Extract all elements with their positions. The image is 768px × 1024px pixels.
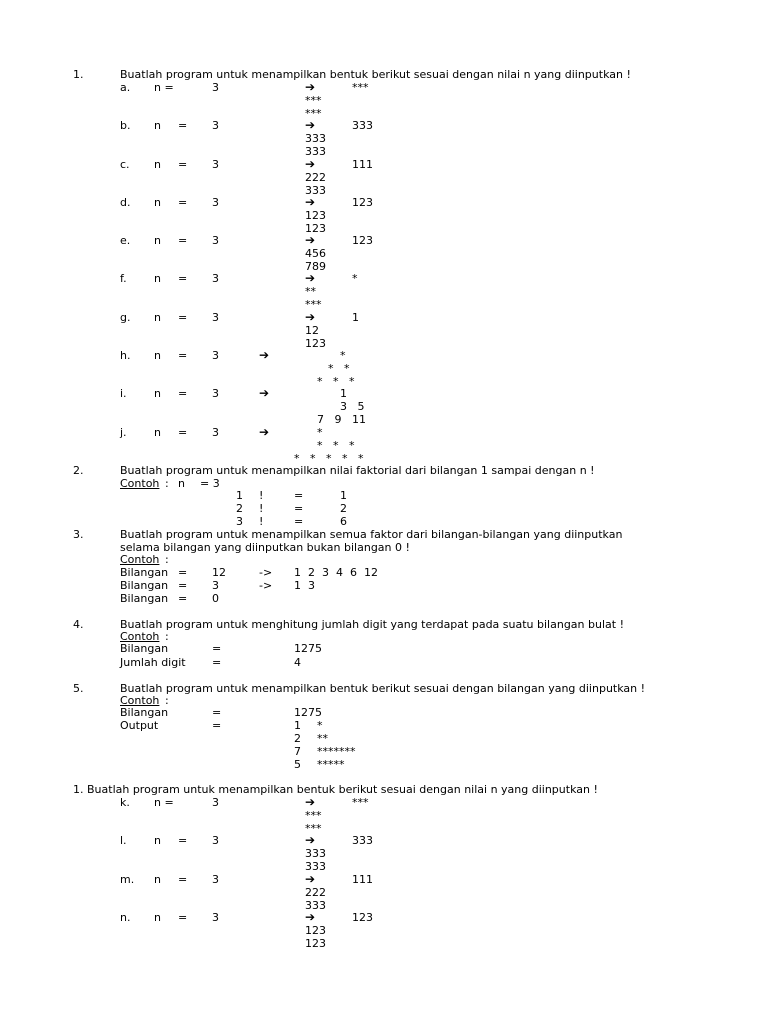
row-stars: * <box>317 719 323 732</box>
q2-number: 2. <box>73 464 84 477</box>
row-digit: 7 <box>294 745 301 758</box>
q2-text: Buatlah program untuk menampilkan nilai faktorial dari bilangan 1 sampai dengan n ! <box>120 464 595 477</box>
item-equals: = <box>178 387 188 400</box>
item-n-value: 3 <box>212 834 219 847</box>
item-letter: b. <box>120 119 131 132</box>
arrow-icon: ➔ <box>305 795 316 809</box>
item-equals: = <box>178 834 188 847</box>
q2-n-value: = 3 <box>200 477 220 490</box>
row-stars: ***** <box>317 758 345 771</box>
item-n-label: n <box>154 158 161 171</box>
row-equals: = <box>178 579 188 592</box>
row-equals: = <box>178 566 188 579</box>
item-letter: h. <box>120 349 131 362</box>
item-n-label: n = <box>154 81 174 94</box>
output-line-3: * * * * * <box>294 452 364 465</box>
output-line-2: 333 <box>305 132 326 145</box>
row-stars: ******* <box>317 745 356 758</box>
item-n-label: n <box>154 426 161 439</box>
item-n-value: 3 <box>212 234 219 247</box>
q5-number: 5. <box>73 682 84 695</box>
item-letter: g. <box>120 311 131 324</box>
output-line-2: * * <box>328 362 350 375</box>
output-line-1: 1 <box>340 387 347 400</box>
arrow-icon: ➔ <box>305 233 316 247</box>
row-label: Bilangan <box>120 642 169 655</box>
q2-n-label: n <box>178 477 185 490</box>
item-letter: k. <box>120 796 130 809</box>
output-line-2: ** <box>305 285 316 298</box>
row-digit: 1 <box>294 719 301 732</box>
row-digit: 5 <box>294 758 301 771</box>
item-equals: = <box>178 158 188 171</box>
item-n-value: 3 <box>212 119 219 132</box>
row-factorial: ! <box>259 489 264 502</box>
q2-contoh-colon: : <box>165 477 169 490</box>
item-letter: j. <box>120 426 127 439</box>
item-n-label: n <box>154 311 161 324</box>
item-equals: = <box>178 311 188 324</box>
output-line-3: 123 <box>305 222 326 235</box>
row-value: 12 <box>212 566 226 579</box>
row-value: 0 <box>212 592 219 605</box>
row-result: 2 <box>340 502 347 515</box>
row-label: Jumlah digit <box>120 656 186 669</box>
output-line-3: 123 <box>305 337 326 350</box>
q5-bilangan-value: 1275 <box>294 706 322 719</box>
item-equals: = <box>178 234 188 247</box>
output-line-3: 789 <box>305 260 326 273</box>
q4-contoh-colon: : <box>165 630 169 643</box>
row-number: 1 <box>236 489 243 502</box>
output-line-1: 111 <box>352 873 373 886</box>
item-n-value: 3 <box>212 311 219 324</box>
output-line-1: 123 <box>352 196 373 209</box>
row-arrow: -> <box>259 579 273 592</box>
row-result: 6 <box>340 515 347 528</box>
q5-output-label: Output <box>120 719 159 732</box>
item-equals: = <box>178 873 188 886</box>
row-value: 4 <box>294 656 301 669</box>
output-line-3: 123 <box>305 937 326 950</box>
row-value: 3 <box>212 579 219 592</box>
row-number: 2 <box>236 502 243 515</box>
item-equals: = <box>178 196 188 209</box>
item-equals: = <box>178 349 188 362</box>
output-line-2: 222 <box>305 171 326 184</box>
q1-text: Buatlah program untuk menampilkan bentuk berikut sesuai dengan nilai n yang diinputkan ! <box>120 68 631 81</box>
item-n-label: n <box>154 196 161 209</box>
q5-contoh-colon: : <box>165 694 169 707</box>
item-n-label: n <box>154 234 161 247</box>
q5-contoh-label: Contoh <box>120 694 160 707</box>
row-equals: = <box>212 656 222 669</box>
row-equals: = <box>178 592 188 605</box>
output-line-3: 333 <box>305 145 326 158</box>
item-equals: = <box>178 272 188 285</box>
output-line-1: * <box>352 272 358 285</box>
row-number: 3 <box>236 515 243 528</box>
item-n-value: 3 <box>212 272 219 285</box>
arrow-icon: ➔ <box>305 271 316 285</box>
item-n-label: n = <box>154 796 174 809</box>
output-line-2: 222 <box>305 886 326 899</box>
output-line-1: * <box>340 349 346 362</box>
output-line-1: 333 <box>352 834 373 847</box>
output-line-3: 7 9 11 <box>317 413 366 426</box>
item-letter: a. <box>120 81 131 94</box>
arrow-icon: ➔ <box>259 386 270 400</box>
row-label: Bilangan <box>120 566 169 579</box>
q5-bilangan-equals: = <box>212 706 222 719</box>
q4-number: 4. <box>73 618 84 631</box>
row-factorial: ! <box>259 515 264 528</box>
item-n-value: 3 <box>212 426 219 439</box>
q5-output-equals: = <box>212 719 222 732</box>
output-line-2: 456 <box>305 247 326 260</box>
arrow-icon: ➔ <box>305 833 316 847</box>
output-line-1: 333 <box>352 119 373 132</box>
item-equals: = <box>178 911 188 924</box>
output-line-2: *** <box>305 94 322 107</box>
output-line-1: 111 <box>352 158 373 171</box>
row-arrow: -> <box>259 566 273 579</box>
arrow-icon: ➔ <box>305 910 316 924</box>
output-line-1: 123 <box>352 911 373 924</box>
q3-number: 3. <box>73 528 84 541</box>
arrow-icon: ➔ <box>305 872 316 886</box>
item-equals: = <box>178 426 188 439</box>
q2-contoh-label: Contoh <box>120 477 160 490</box>
item-n-value: 3 <box>212 796 219 809</box>
q3-contoh-label: Contoh <box>120 553 160 566</box>
item-n-label: n <box>154 834 161 847</box>
output-line-1: *** <box>352 796 369 809</box>
item-n-label: n <box>154 349 161 362</box>
item-n-value: 3 <box>212 81 219 94</box>
arrow-icon: ➔ <box>305 80 316 94</box>
q3-text-line-2: selama bilangan yang diinputkan bukan bilangan 0 ! <box>120 541 410 554</box>
item-letter: c. <box>120 158 130 171</box>
row-equals: = <box>294 515 304 528</box>
item-letter: n. <box>120 911 131 924</box>
output-line-2: 123 <box>305 209 326 222</box>
item-n-value: 3 <box>212 196 219 209</box>
output-line-2: 123 <box>305 924 326 937</box>
item-letter: m. <box>120 873 135 886</box>
item-n-value: 3 <box>212 158 219 171</box>
q1-number: 1. <box>73 68 84 81</box>
output-line-3: *** <box>305 822 322 835</box>
q1b-text: 1. Buatlah program untuk menampilkan bentuk berikut sesuai dengan nilai n yang diinputkan ! <box>73 783 598 796</box>
arrow-icon: ➔ <box>305 310 316 324</box>
output-line-3: 333 <box>305 899 326 912</box>
arrow-icon: ➔ <box>305 195 316 209</box>
arrow-icon: ➔ <box>259 348 270 362</box>
output-line-1: * <box>317 426 323 439</box>
output-line-3: * * * <box>317 375 355 388</box>
row-factorial: ! <box>259 502 264 515</box>
row-label: Bilangan <box>120 579 169 592</box>
item-letter: f. <box>120 272 127 285</box>
q5-text: Buatlah program untuk menampilkan bentuk berikut sesuai dengan bilangan yang diinputkan ! <box>120 682 646 695</box>
item-letter: d. <box>120 196 131 209</box>
item-letter: i. <box>120 387 127 400</box>
row-value: 1275 <box>294 642 322 655</box>
output-line-2: * * * <box>317 439 355 452</box>
item-equals: = <box>178 119 188 132</box>
q3-contoh-colon: : <box>165 553 169 566</box>
item-n-value: 3 <box>212 873 219 886</box>
item-n-value: 3 <box>212 349 219 362</box>
output-line-2: 3 5 <box>340 400 365 413</box>
output-line-1: 1 <box>352 311 359 324</box>
row-stars: ** <box>317 732 328 745</box>
item-n-value: 3 <box>212 911 219 924</box>
output-line-3: 333 <box>305 860 326 873</box>
row-digit: 2 <box>294 732 301 745</box>
row-equals: = <box>294 502 304 515</box>
item-letter: l. <box>120 834 127 847</box>
item-letter: e. <box>120 234 131 247</box>
output-line-3: 333 <box>305 184 326 197</box>
item-n-value: 3 <box>212 387 219 400</box>
item-n-label: n <box>154 119 161 132</box>
row-label: Bilangan <box>120 592 169 605</box>
q4-contoh-label: Contoh <box>120 630 160 643</box>
item-n-label: n <box>154 272 161 285</box>
output-line-2: 333 <box>305 847 326 860</box>
item-n-label: n <box>154 873 161 886</box>
row-equals: = <box>294 489 304 502</box>
item-n-label: n <box>154 911 161 924</box>
output-line-3: *** <box>305 107 322 120</box>
row-output: 1 2 3 4 6 12 <box>294 566 378 579</box>
output-line-1: *** <box>352 81 369 94</box>
arrow-icon: ➔ <box>305 118 316 132</box>
q4-text: Buatlah program untuk menghitung jumlah digit yang terdapat pada suatu bilangan bulat ! <box>120 618 624 631</box>
row-output: 1 3 <box>294 579 315 592</box>
item-n-label: n <box>154 387 161 400</box>
row-equals: = <box>212 642 222 655</box>
output-line-2: *** <box>305 809 322 822</box>
output-line-2: 12 <box>305 324 319 337</box>
arrow-icon: ➔ <box>305 157 316 171</box>
row-result: 1 <box>340 489 347 502</box>
q3-text-line-1: Buatlah program untuk menampilkan semua faktor dari bilangan-bilangan yang diinputkan <box>120 528 623 541</box>
q5-bilangan-label: Bilangan <box>120 706 169 719</box>
output-line-3: *** <box>305 298 322 311</box>
arrow-icon: ➔ <box>259 425 270 439</box>
output-line-1: 123 <box>352 234 373 247</box>
